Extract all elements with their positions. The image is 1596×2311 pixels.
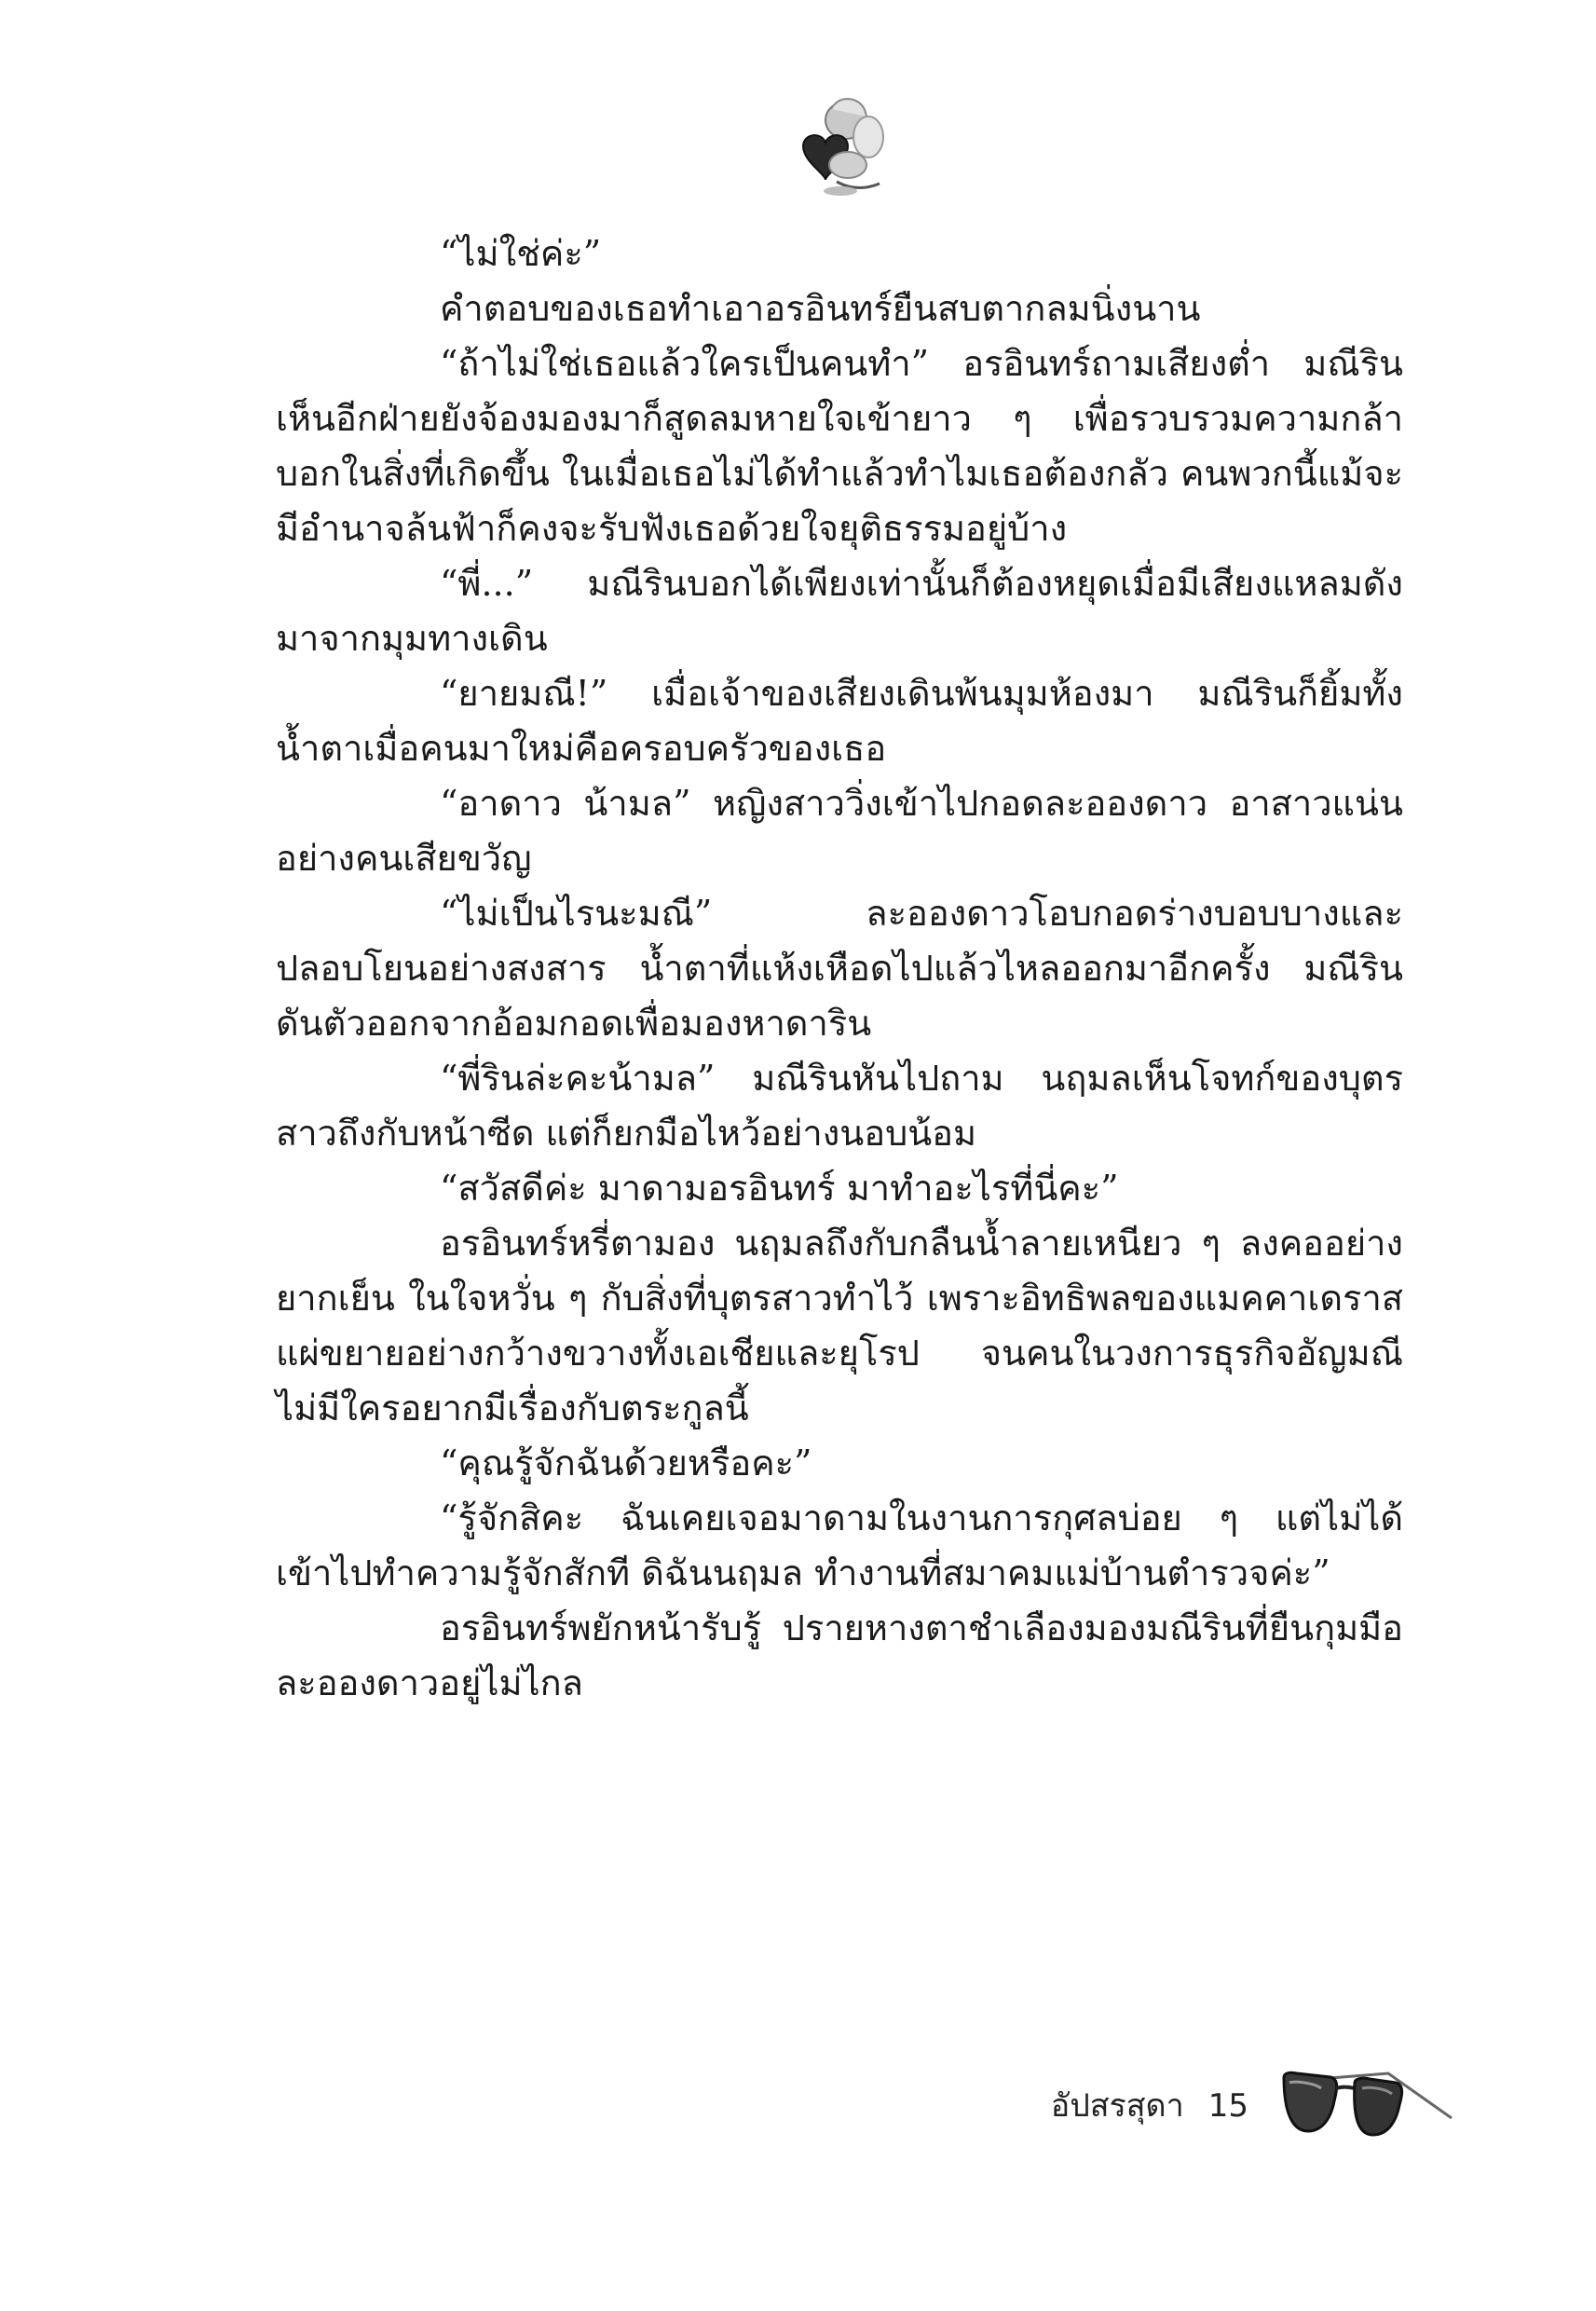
paragraph: อรอินทร์พยักหน้ารับรู้ ปรายหางตาชำเลืองมองมณีรินที่ยืนกุมมือละอองดาวอยู่ไม่ไกล	[276, 1607, 1403, 1703]
paragraph: อรอินทร์หรี่ตามอง นฤมลถึงกับกลืนน้ำลายเหนียว ๆ ลงคออย่างยากเย็น ในใจหวั่น ๆ กับสิ่งที่บุตรสาวทำไว้ เพราะอิทธิพลของแมคคาเดราสแผ่ขยายอย่างกว้างขวางทั้งเอเชียและยุโรป จนคนในวงการธุรกิจอัญมณีไม่มีใครอยากมีเรื่องกับตระกูลนี้	[276, 1223, 1403, 1429]
paragraph: “ไม่เป็นไรนะมณี” ละอองดาวโอบกอดร่างบอบบางและปลอบโยนอย่างสงสาร น้ำตาที่แห้งเหือดไปแล้วไหลออกมาอีกครั้ง มณีรินดันตัวออกจากอ้อมกอดเพื่อมองหาดาริน	[276, 893, 1403, 1044]
sunglasses-icon	[1276, 2045, 1463, 2157]
paragraph: “ถ้าไม่ใช่เธอแล้วใครเป็นคนทำ” อรอินทร์ถามเสียงต่ำ มณีรินเห็นอีกฝ่ายยังจ้องมองมาก็สูดลมหายใจเข้ายาว ๆ เพื่อรวบรวมความกล้าบอกในสิ่งที่เกิดขึ้น ในเมื่อเธอไม่ได้ทำแล้วทำไมเธอต้องกลัว คนพวกนี้แม้จะมีอำนาจล้นฟ้าก็คงจะรับฟังเธอด้วยใจยุติธรรมอยู่บ้าง	[276, 343, 1403, 549]
book-title: อัปสรสุดา	[1050, 2087, 1184, 2125]
page-footer	[1006, 2083, 1248, 2129]
paragraph: คำตอบของเธอทำเอาอรอินทร์ยืนสบตากลมนิ่งนาน	[440, 288, 1201, 329]
paragraph: “อาดาว น้ามล” หญิงสาววิ่งเข้าไปกอดละอองดาว อาสาวแน่นอย่างคนเสียขวัญ	[276, 783, 1403, 879]
paragraph: “ไม่ใช่ค่ะ”	[440, 233, 602, 274]
paragraph: “ยายมณี!” เมื่อเจ้าของเสียงเดินพ้นมุมห้องมา มณีรินก็ยิ้มทั้งน้ำตาเมื่อคนมาใหม่คือครอบครัวของเธอ	[276, 673, 1403, 769]
body-text	[276, 226, 1403, 1711]
paragraph: “คุณรู้จักฉันด้วยหรือคะ”	[440, 1443, 812, 1484]
paragraph: “สวัสดีค่ะ มาดามอรอินทร์ มาทำอะไรที่นี่คะ”	[440, 1168, 1119, 1209]
paragraph: “รู้จักสิคะ ฉันเคยเจอมาดามในงานการกุศลบ่อย ๆ แต่ไม่ได้เข้าไปทำความรู้จักสักที ดิฉันนฤมล ทำงานที่สมาคมแม่บ้านตำรวจค่ะ”	[276, 1497, 1403, 1593]
page-number: 15	[1207, 2087, 1248, 2125]
paragraph: “พี่...” มณีรินบอกได้เพียงเท่านั้นก็ต้องหยุดเมื่อมีเสียงแหลมดังมาจากมุมทางเดิน	[276, 563, 1403, 659]
paragraph: “พี่รินล่ะคะน้ามล” มณีรินหันไปถาม นฤมลเห็นโจทก์ของบุตรสาวถึงกับหน้าซีด แต่ก็ยกมือไหว้อย่างนอบน้อม	[276, 1058, 1403, 1154]
cupid-heart-icon	[783, 89, 894, 200]
